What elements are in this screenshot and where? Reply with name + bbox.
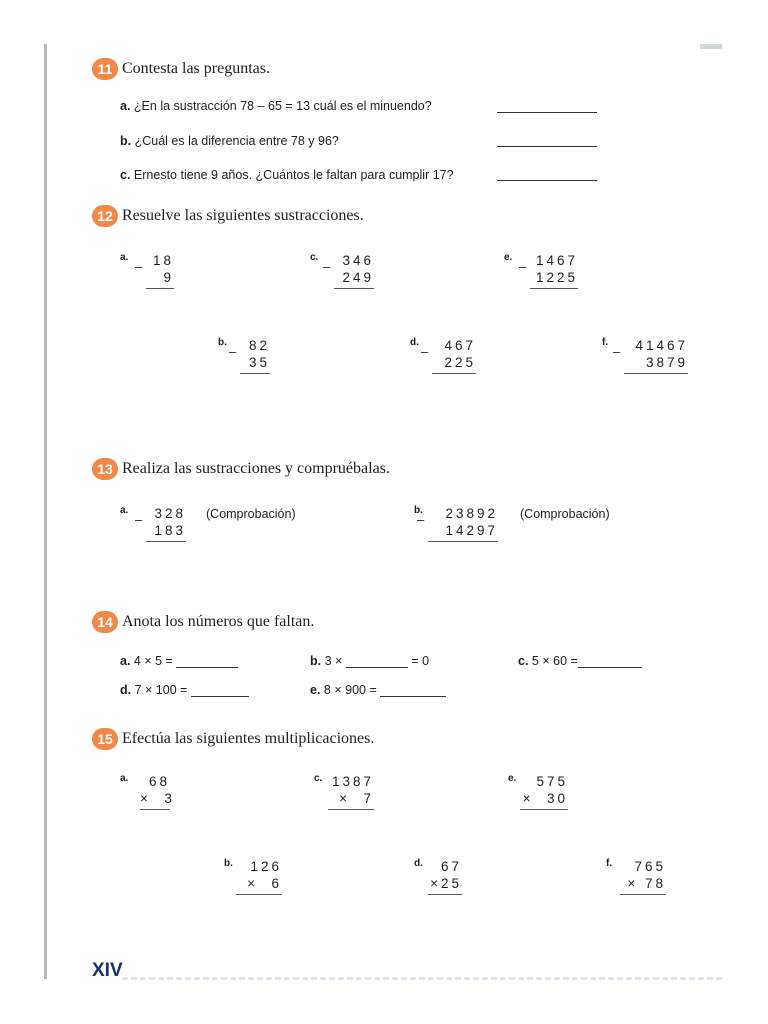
page-number: XIV bbox=[92, 960, 123, 981]
section-title-text: Realiza las sustracciones y compruébalas. bbox=[122, 460, 390, 477]
corner-mark bbox=[700, 44, 722, 49]
multiplication-b: b. 126 × 6 bbox=[236, 858, 282, 895]
subtraction-a: a. – 18 9 bbox=[146, 252, 174, 289]
question-a: a. ¿En la sustracción 78 – 65 = 13 cuál es el minuendo? bbox=[120, 99, 432, 113]
fill-item-e: e. 8 × 900 = bbox=[310, 683, 446, 697]
subtraction-c: c. – 346 249 bbox=[334, 252, 374, 289]
question-c: c. Ernesto tiene 9 años. ¿Cuántos le faltan para cumplir 17? bbox=[120, 168, 454, 182]
answer-blank-a[interactable] bbox=[497, 112, 597, 113]
section-11-title bbox=[92, 58, 270, 80]
subtraction-e: e. – 1467 1225 bbox=[530, 252, 578, 289]
subtraction-check-b: b. – 23892 14297 bbox=[428, 505, 498, 542]
section-number-badge: 13 bbox=[92, 458, 118, 480]
check-label-b: (Comprobación) bbox=[520, 507, 610, 521]
subtraction-d: d. – 467 225 bbox=[432, 337, 476, 374]
fill-blank-d[interactable] bbox=[191, 696, 249, 697]
multiplication-c: c. 1387 × 7 bbox=[328, 773, 374, 810]
fill-item-b: b. 3 × = 0 bbox=[310, 654, 430, 668]
multiplication-d: d. 67 ×25 bbox=[428, 858, 462, 895]
subtraction-check-a: a. – 328 183 bbox=[146, 505, 186, 542]
subtraction-b: b. – 82 35 bbox=[240, 337, 270, 374]
multiplication-a: a. 68 × 3 bbox=[140, 773, 170, 810]
answer-blank-c[interactable] bbox=[497, 180, 597, 181]
fill-blank-a[interactable] bbox=[176, 667, 238, 668]
section-title-text: Anota los números que faltan. bbox=[122, 613, 315, 630]
section-title-text: Resuelve las siguientes sustracciones. bbox=[122, 207, 364, 224]
section-13-title bbox=[92, 458, 390, 480]
section-number-badge: 15 bbox=[92, 728, 118, 750]
section-14-title bbox=[92, 611, 314, 633]
footer-dashed-line bbox=[122, 977, 722, 980]
fill-blank-c[interactable] bbox=[578, 667, 642, 668]
fill-item-d: d. 7 × 100 = bbox=[120, 683, 249, 697]
fill-item-c: c. 5 × 60 = bbox=[518, 654, 642, 668]
answer-blank-b[interactable] bbox=[497, 146, 597, 147]
multiplication-f: f. 765 × 78 bbox=[620, 858, 666, 895]
section-number-badge: 14 bbox=[92, 611, 118, 633]
section-number-badge: 12 bbox=[92, 205, 118, 227]
question-b: b. ¿Cuál es la diferencia entre 78 y 96? bbox=[120, 134, 339, 148]
page-left-edge bbox=[44, 44, 47, 979]
fill-blank-e[interactable] bbox=[380, 696, 446, 697]
fill-blank-b[interactable] bbox=[346, 667, 408, 668]
section-15-title bbox=[92, 728, 374, 750]
section-title-text: Efectúa las siguientes multiplicaciones. bbox=[122, 730, 375, 747]
section-title-text: Contesta las preguntas. bbox=[122, 60, 270, 77]
fill-item-a: a. 4 × 5 = bbox=[120, 654, 238, 668]
section-number-badge: 11 bbox=[92, 58, 118, 80]
multiplication-e: e. 575 × 30 bbox=[520, 773, 568, 810]
section-12-title bbox=[92, 205, 364, 227]
check-label-a: (Comprobación) bbox=[206, 507, 296, 521]
subtraction-f: f. – 41467 3879 bbox=[624, 337, 688, 374]
